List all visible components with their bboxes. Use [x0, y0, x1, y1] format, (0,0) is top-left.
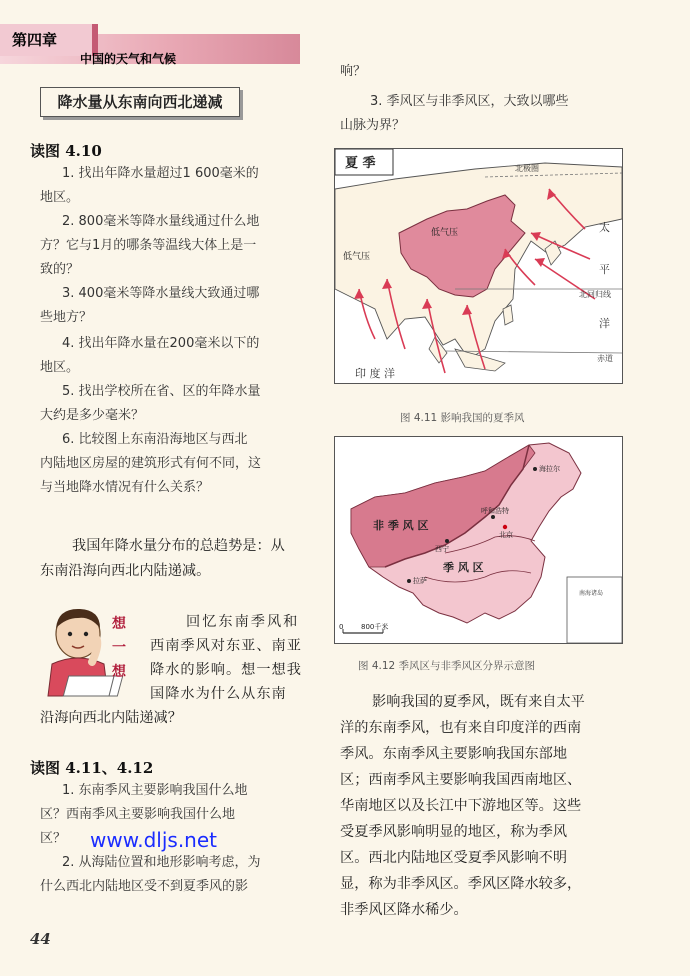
body-line: 非季风区降水稀少。 [340, 902, 468, 918]
q-line: 2. 从海陆位置和地形影响考虑，为 [62, 855, 261, 870]
q-line: 什么西北内陆地区受不到夏季风的影 [40, 879, 249, 894]
pacific-label: 太 [599, 221, 610, 234]
q-line: 5. 找出学校所在省、区的年降水量 [62, 384, 261, 399]
body-line: 区；西南季风主要影响我国西南地区、 [340, 772, 582, 788]
map1-caption: 图 4.11 影响我国的夏季风 [400, 412, 525, 424]
map2-caption: 图 4.12 季风区与非季风区分界示意图 [358, 660, 536, 672]
q-line: 6. 比较图上东南沿海地区与西北 [62, 432, 248, 447]
think-line: 回忆东南季风和 [186, 614, 300, 630]
scale-label: 800千米 [361, 623, 389, 631]
body-line: 洋的东南季风，也有来自印度洋的西南 [340, 720, 582, 736]
q-line: 1. 东南季风主要影响我国什么地 [62, 783, 248, 798]
right-top-line: 山脉为界？ [340, 118, 406, 133]
summer-monsoon-map [334, 148, 623, 384]
monsoon-boundary-map-svg [335, 437, 622, 643]
q-line: 2. 800毫米等降水量线通过什么地 [62, 214, 260, 229]
section-title-box [40, 87, 240, 117]
equator-label: 赤道 [597, 354, 613, 363]
city-beijing: 北京 [499, 531, 513, 539]
q-line: 地区。 [40, 190, 80, 205]
summer-monsoon-map-svg [335, 149, 622, 383]
body-line: 华南地区以及长江中下游地区等。这些 [340, 798, 582, 814]
think-label-char: 想 [112, 664, 126, 680]
think-label [112, 612, 126, 684]
q-line: 大约是多少毫米？ [40, 408, 145, 423]
pacific-label: 平 [599, 263, 610, 276]
q-line: 区？西南季风主要影响我国什么地 [40, 807, 236, 822]
city-xining: 西宁 [435, 545, 449, 553]
chapter-label: 第四章 [12, 31, 58, 49]
q-line: 4. 找出年降水量在200毫米以下的 [62, 336, 260, 351]
inset-label: 南海诸岛 [579, 590, 604, 597]
q-line: 3. 400毫米等降水量线大致通过哪 [62, 286, 260, 301]
right-top-line: 3. 季风区与非季风区，大致以哪些 [370, 94, 569, 109]
chapter-title: 中国的天气和气候 [80, 52, 177, 66]
q-line: 与当地降水情况有什么关系？ [40, 480, 210, 495]
city-hailar: 海拉尔 [539, 465, 560, 473]
body-line: 显，称为非季风区。季风区降水较多， [340, 876, 582, 892]
q-line: 方？它与1月的哪条等温线大体上是一 [40, 238, 257, 253]
section-title: 降水量从东南向西北递减 [57, 93, 223, 111]
page-number: 44 [30, 930, 51, 948]
city-hohhot: 呼和浩特 [481, 507, 509, 515]
tropic-label: 北回归线 [579, 290, 611, 299]
summary-line: 我国年降水量分布的总趋势是：从 [72, 538, 285, 554]
right-top-line: 响？ [340, 64, 367, 79]
summary-line: 东南沿海向西北内陆递减。 [40, 563, 211, 579]
body-line: 受夏季风影响明显的地区，称为季风 [340, 824, 568, 840]
q-line: 些地方？ [40, 310, 93, 325]
think-line: 国降水为什么从东南 [150, 686, 287, 702]
watermark: www.dljs.net [90, 828, 218, 852]
body-line: 影响我国的夏季风，既有来自太平 [372, 694, 585, 710]
low-pressure-label: 低气压 [343, 252, 371, 262]
think-line: 降水的影响。想一想我 [150, 662, 302, 678]
monsoon-label: 季 风 区 [443, 561, 484, 574]
indian-ocean-label: 印 度 洋 [355, 367, 395, 380]
body-line: 季风。东南季风主要影响我国东部地 [340, 746, 568, 762]
q-line: 1. 找出年降水量超过1 600毫米的 [62, 166, 259, 181]
monsoon-boundary-map [334, 436, 623, 644]
think-label-char: 想 [112, 616, 126, 632]
city-lhasa: 拉萨 [413, 577, 427, 585]
pacific-label: 洋 [599, 317, 610, 330]
scale-zero: 0 [339, 623, 344, 631]
q-line: 地区。 [40, 360, 80, 375]
boy-reading-illustration [38, 604, 158, 700]
q-line: 致的？ [40, 262, 80, 277]
season-label: 夏 季 [345, 156, 376, 171]
q-line: 内陆地区房屋的建筑形式有何不同，这 [40, 456, 262, 471]
body-line: 区。西北内陆地区受夏季风影响不明 [340, 850, 568, 866]
low-pressure-label: 低气压 [431, 228, 459, 238]
non-monsoon-label: 非 季 风 区 [373, 519, 429, 532]
arctic-circle-label: 北极圈 [515, 164, 539, 173]
think-line: 西南季风对东亚、南亚 [150, 638, 302, 654]
think-label-char: 一 [112, 640, 126, 656]
read-410-heading: 读图 4.10 [30, 142, 102, 160]
read-411-heading: 读图 4.11、4.12 [30, 759, 154, 777]
q-line: 区？ [40, 831, 67, 846]
think-line: 沿海向西北内陆递减？ [40, 710, 182, 726]
